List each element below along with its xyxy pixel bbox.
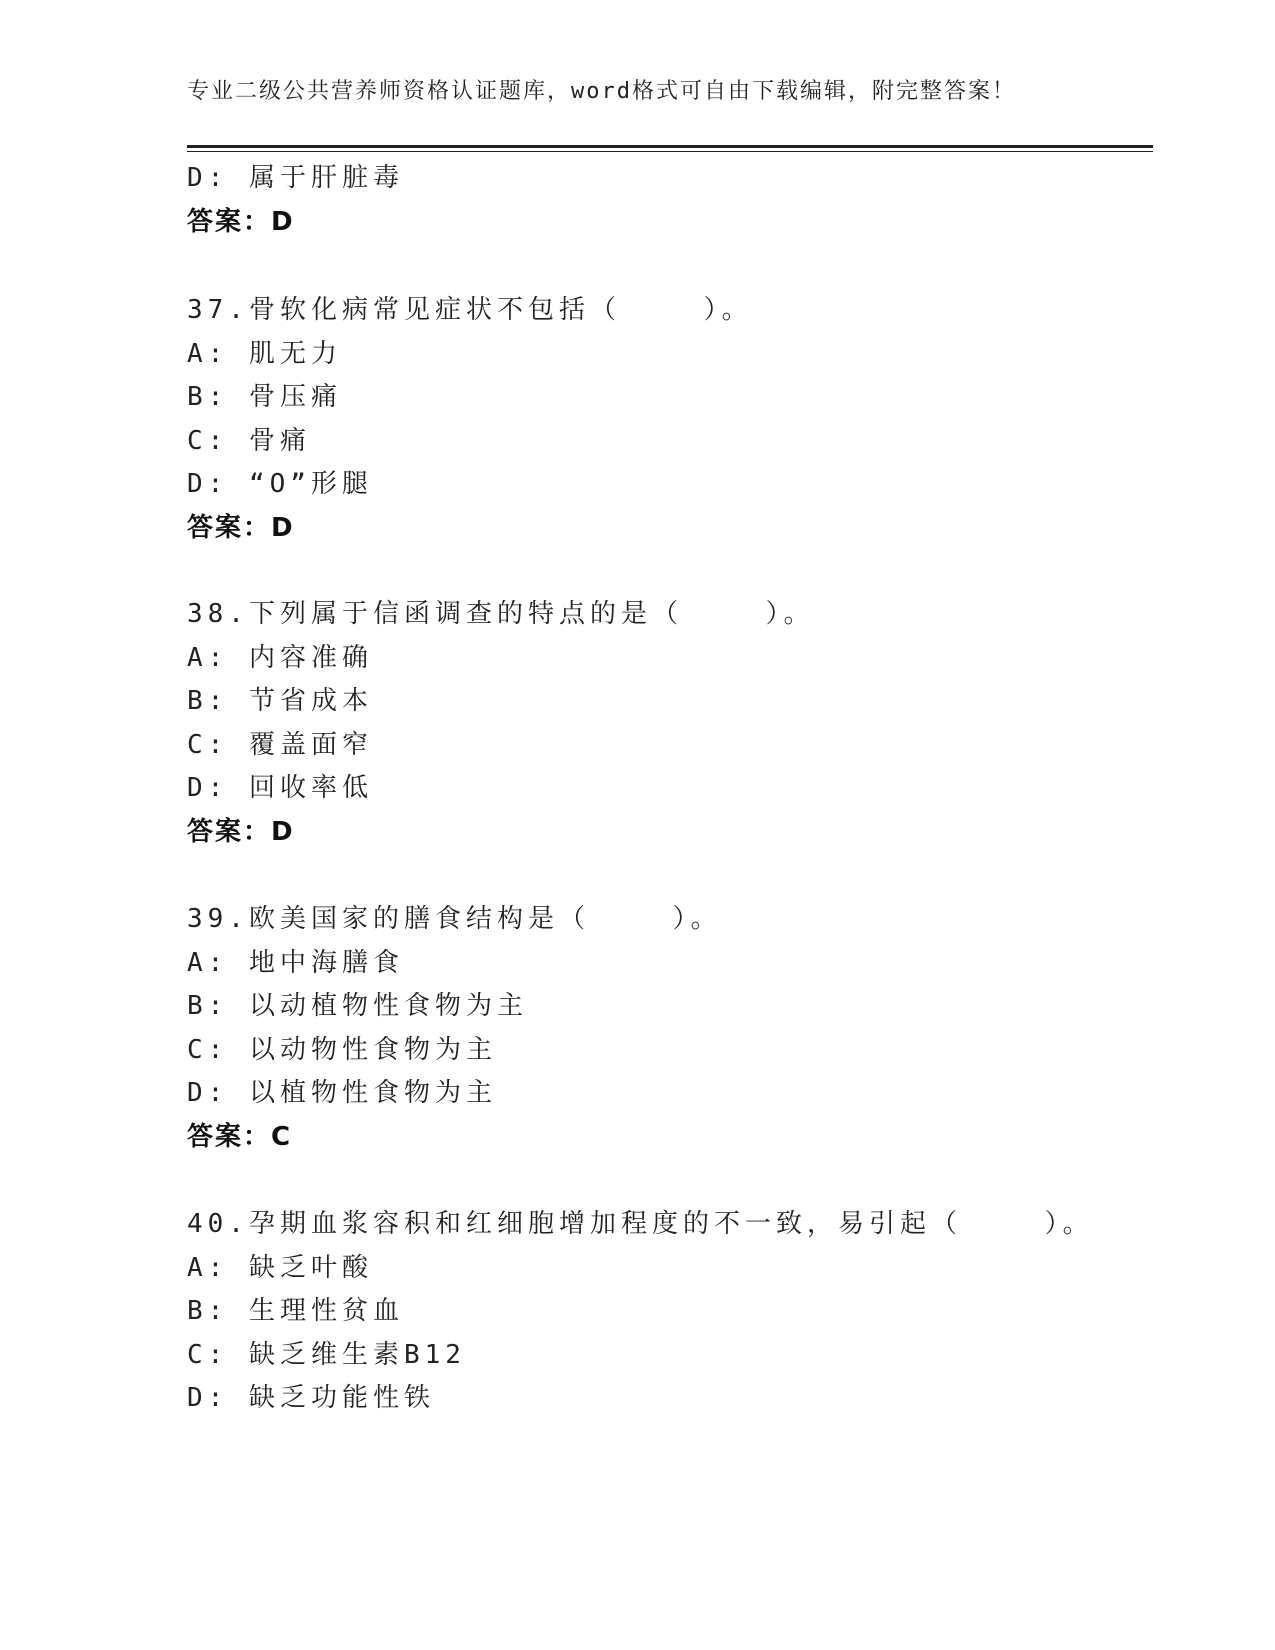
question-40-option-d: D: 缺乏功能性铁	[187, 1383, 435, 1413]
question-37-option-c: C: 骨痛	[187, 426, 311, 456]
header-rule-thick	[187, 145, 1153, 148]
question-37-option-d: D: “O”形腿	[187, 469, 373, 499]
question-38-stem: 38.下列属于信函调查的特点的是（ ）。	[187, 599, 815, 629]
question-37-answer: 答案：D	[187, 513, 295, 543]
question-38-option-c: C: 覆盖面窄	[187, 730, 373, 760]
question-38-option-a: A: 内容准确	[187, 643, 373, 673]
question-39-answer: 答案：C	[187, 1122, 293, 1152]
question-37-option-a: A: 肌无力	[187, 339, 342, 369]
question-37-stem: 37.骨软化病常见症状不包括（ ）。	[187, 295, 753, 325]
question-37-option-b: B: 骨压痛	[187, 382, 342, 412]
question-39-option-d: D: 以植物性食物为主	[187, 1078, 497, 1108]
question-38-option-d: D: 回收率低	[187, 773, 373, 803]
question-39-option-b: B: 以动植物性食物为主	[187, 991, 528, 1021]
question-40-stem: 40.孕期血浆容积和红细胞增加程度的不一致，易引起（ ）。	[187, 1209, 1094, 1239]
question-39-option-a: A: 地中海膳食	[187, 948, 404, 978]
question-40-option-b: B: 生理性贫血	[187, 1296, 404, 1326]
question-38-answer: 答案：D	[187, 817, 295, 847]
question-39-option-c: C: 以动物性食物为主	[187, 1035, 497, 1065]
question-38-option-b: B: 节省成本	[187, 686, 373, 716]
question-40-option-c: C: 缺乏维生素B12	[187, 1340, 466, 1370]
prev-answer: 答案：D	[187, 207, 295, 237]
question-39-stem: 39.欧美国家的膳食结构是（ ）。	[187, 904, 722, 934]
prev-option-d: D: 属于肝脏毒	[187, 163, 404, 193]
page-header: 专业二级公共营养师资格认证题库，word格式可自由下载编辑，附完整答案！	[187, 79, 1016, 104]
question-40-option-a: A: 缺乏叶酸	[187, 1253, 373, 1283]
header-rule-thin	[187, 151, 1153, 152]
